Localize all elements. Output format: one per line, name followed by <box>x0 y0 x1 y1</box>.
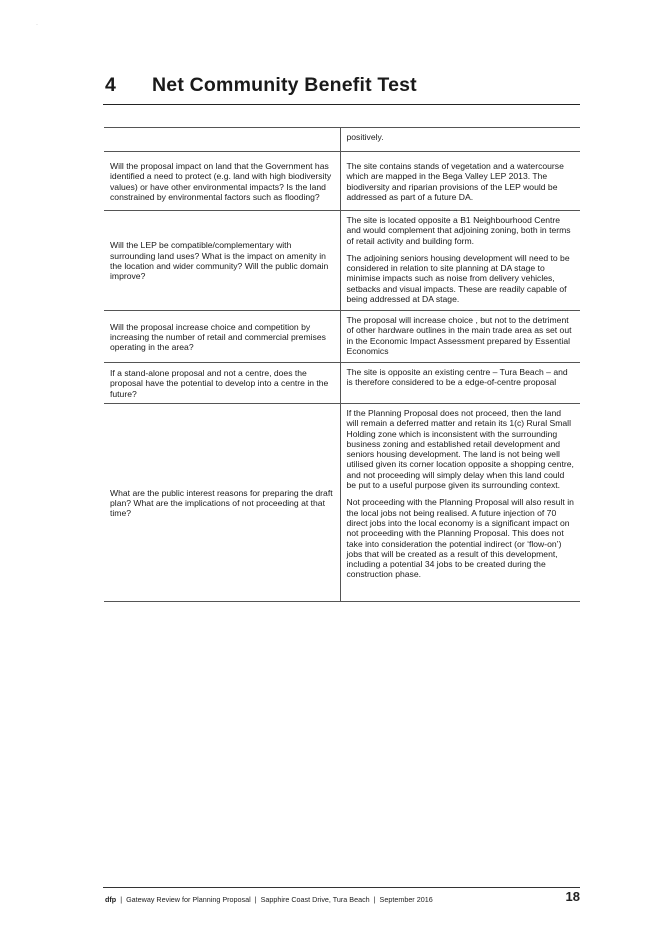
question-cell <box>104 128 340 152</box>
section-title: Net Community Benefit Test <box>152 74 417 96</box>
table-row <box>104 363 580 404</box>
question-cell: If a stand-alone proposal and not a centre, does the proposal have the potential to develop into a centre in the future? <box>104 363 340 404</box>
footer-separator: | <box>120 895 123 904</box>
answer-paragraph: The site contains stands of vegetation and a watercourse which are mapped in the Bega Valley LEP 2013. The biodiversity and riparian provisions of the LEP would be addressed as part of a future DA. <box>346 160 564 202</box>
question-cell: What are the public interest reasons for preparing the draft plan? What are the implications of not proceeding at that time? <box>104 404 340 602</box>
heading-divider <box>103 104 580 105</box>
answer-paragraph: The proposal will increase choice , but not to the detriment of other hardware outlines in the main trade area as set out in the Economic Impact Assessment prepared by Essential Economics <box>346 315 572 356</box>
answer-cell <box>340 128 580 152</box>
table-row <box>104 152 580 211</box>
answer-paragraph: The adjoining seniors housing development will need to be considered in relation to site planning at DA stage to minimise impacts such as noise from delivery vehicles, setbacks and visual impacts. These are readily capable of being addressed at DA stage. <box>346 252 570 305</box>
answer-paragraph: The site is opposite an existing centre – Tura Beach – and is therefore considered to be a edge-of-centre proposal <box>346 367 568 388</box>
scan-mark: · <box>36 22 38 28</box>
answer-paragraph: The site is located opposite a B1 Neighbourhood Centre and would complement that adjoining zoning, both in terms of retail activity and building form. <box>346 215 571 246</box>
table-row <box>104 128 580 152</box>
footer-location: Sapphire Coast Drive, Tura Beach <box>260 895 370 904</box>
table-row <box>104 211 580 311</box>
answer-cell <box>340 311 580 363</box>
section-heading <box>105 74 580 97</box>
net-community-benefit-table <box>104 127 580 602</box>
answer-cell <box>340 152 580 211</box>
footer-document-title: Gateway Review for Planning Proposal <box>126 895 251 904</box>
footer-separator: | <box>373 895 376 904</box>
answer-cell <box>340 363 580 404</box>
question-cell: Will the proposal increase choice and competition by increasing the number of retail and commercial premises operating in the area? <box>104 311 340 363</box>
section-number: 4 <box>105 74 117 96</box>
page-number: 18 <box>565 889 580 904</box>
question-cell: Will the proposal impact on land that the Government has identified a need to protect (e.g. land with high biodiversity values) or have other environmental impacts? Is the land constrained by environmental factors such as flooding? <box>104 152 340 211</box>
footer <box>105 895 433 904</box>
footer-separator: | <box>254 895 257 904</box>
answer-cell <box>340 404 580 602</box>
table-row <box>104 404 580 602</box>
answer-cell <box>340 211 580 311</box>
footer-divider <box>103 887 580 888</box>
question-cell: Will the LEP be compatible/complementary with surrounding land uses? What is the impact on amenity in the location and wider community? Will the public domain improve? <box>104 211 340 311</box>
footer-date: September 2016 <box>379 895 433 904</box>
footer-brand: dfp <box>105 895 117 904</box>
answer-paragraph: If the Planning Proposal does not proceed, then the land will remain a deferred matter and retain its 1(c) Rural Small Holding zone which is inconsistent with the surrounding business zoning and established retail development and seniors housing development. The land is not being well utilised given its corner location opposite a shopping centre, and not proceeding will simply delay when this land could be put to a useful purpose given its surrounding context. <box>346 408 574 491</box>
table-row <box>104 311 580 363</box>
answer-paragraph: Not proceeding with the Planning Proposal will also result in the local jobs not being realised. A future injection of 70 direct jobs into the local economy is a significant impact on not proceeding with the Planning Proposal. This does not take into consideration the potential indirect (or ‘flow-on’) jobs that will be created as a result of this development, including a potential 34 jobs to be created during the construction phase. <box>346 497 574 580</box>
answer-paragraph: positively. <box>346 132 384 142</box>
